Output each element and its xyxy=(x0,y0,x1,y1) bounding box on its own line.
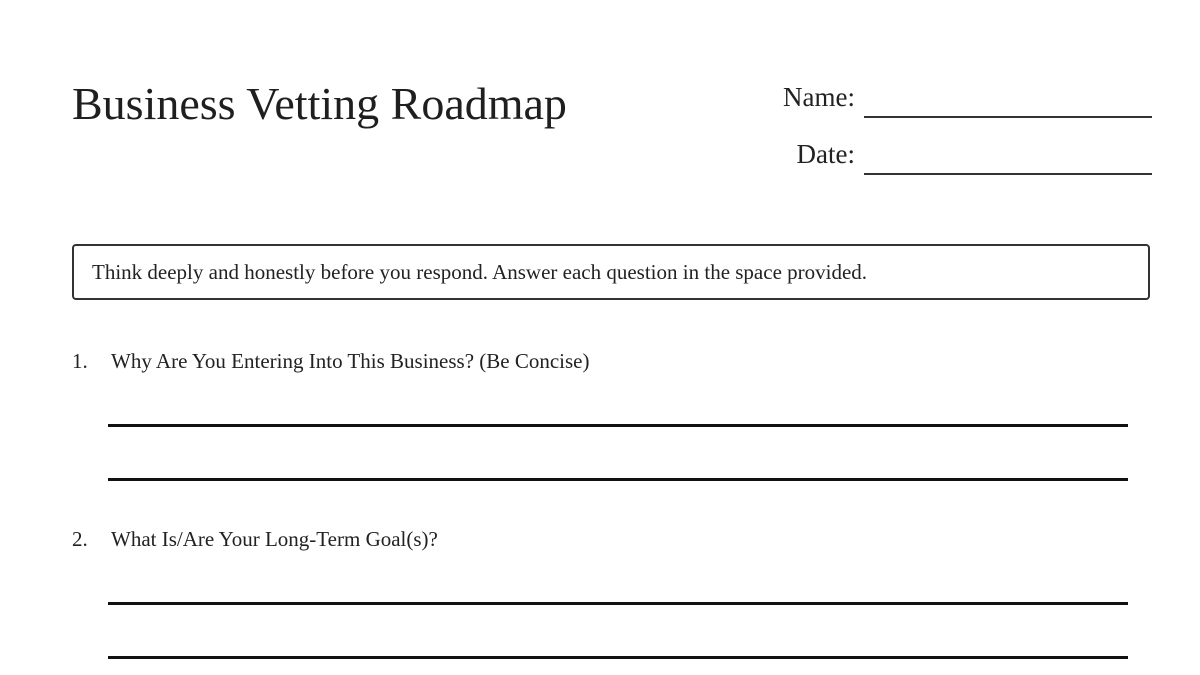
name-field-row xyxy=(783,78,1152,118)
name-input-line[interactable] xyxy=(864,116,1152,118)
page-title: Business Vetting Roadmap xyxy=(72,78,567,129)
question-2-answer-line-1[interactable] xyxy=(108,602,1128,605)
question-1-answer-line-1[interactable] xyxy=(108,424,1128,427)
date-label: Date: xyxy=(796,139,855,169)
name-label: Name: xyxy=(783,82,855,112)
instructions-text: Think deeply and honestly before you respond. Answer each question in the space provided. xyxy=(92,259,868,284)
question-number: 1. xyxy=(72,349,88,373)
question-1 xyxy=(72,349,590,373)
question-2-answer-line-2[interactable] xyxy=(108,656,1128,659)
question-number: 2. xyxy=(72,527,88,551)
date-input-line[interactable] xyxy=(864,173,1152,175)
question-text: Why Are You Entering Into This Business? (Be Concise) xyxy=(111,349,590,373)
date-field-row xyxy=(797,135,1152,175)
question-text: What Is/Are Your Long-Term Goal(s)? xyxy=(111,527,438,551)
instructions-box xyxy=(72,244,1150,300)
question-2 xyxy=(72,527,438,551)
question-1-answer-line-2[interactable] xyxy=(108,478,1128,481)
